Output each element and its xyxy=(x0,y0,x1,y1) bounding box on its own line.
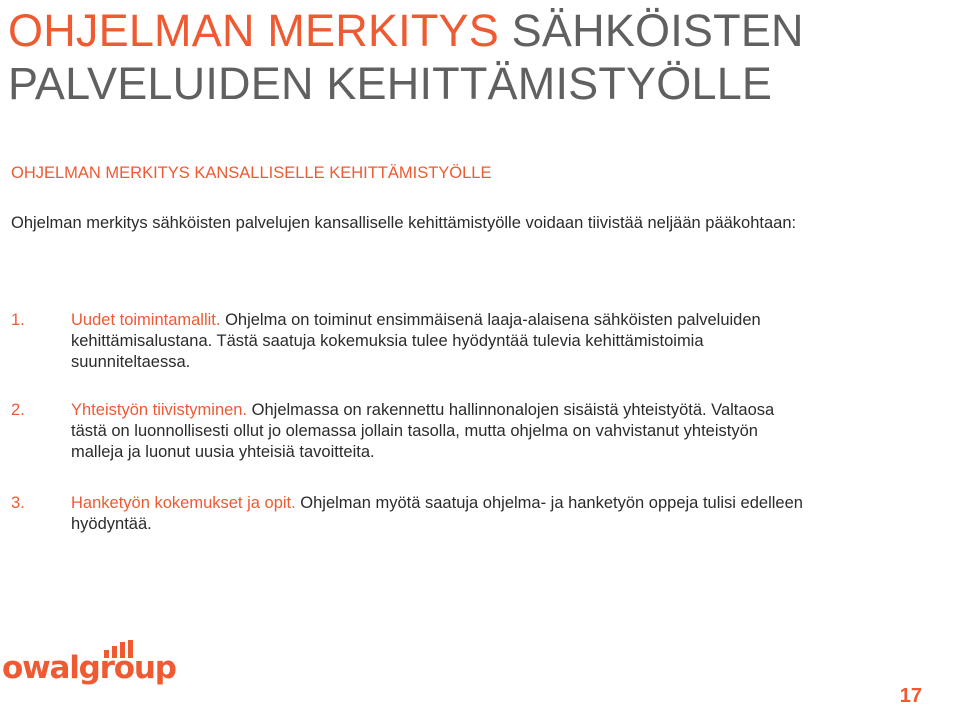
list-item-number: 1. xyxy=(11,311,25,329)
list-item-text: Ohjelman myötä saatuja ohjelma- ja hanketyön oppeja tulisi edelleen hyödyntää. xyxy=(71,494,803,533)
list-item-text: Ohjelma on toiminut ensimmäisenä laaja-alaisena sähköisten palveluiden kehittämisalustana. Tästä saatuja kokemuksia tulee hyödyntää tulevia kehittämistoimia suunniteltaessa. xyxy=(71,311,761,371)
list-item-number: 3. xyxy=(11,494,25,512)
list-item xyxy=(11,493,811,535)
slide-title-accent: OHJELMAN MERKITYS xyxy=(8,5,499,56)
slide-subtitle: OHJELMAN MERKITYS KANSALLISELLE KEHITTÄMISTYÖLLE xyxy=(11,164,492,182)
logo-wordmark: owalgroup xyxy=(2,650,176,686)
list-item-body xyxy=(71,493,811,535)
list-item xyxy=(11,310,811,373)
slide-title-rest: SÄHKÖISTEN PALVELUIDEN KEHITTÄMISTYÖLLE xyxy=(8,5,804,109)
company-logo xyxy=(0,640,180,696)
page-number: 17 xyxy=(899,685,922,707)
list-item xyxy=(11,400,811,463)
list-item-number: 2. xyxy=(11,401,25,419)
list-item-body xyxy=(71,310,811,373)
intro-paragraph: Ohjelman merkitys sähköisten palvelujen kansalliselle kehittämistyölle voidaan tiivistää neljään pääkohtaan: xyxy=(11,214,797,232)
list-item-text: Ohjelmassa on rakennettu hallinnonalojen sisäistä yhteistyötä. Valtaosa tästä on luonnollisesti ollut jo olemassa jollain tasolla, mutta ohjelma on vahvistanut yhteistyön malleja ja luonut uusia yhteisiä tavoitteita. xyxy=(71,401,775,461)
list-item-heading: Uudet toimintamallit. xyxy=(71,311,221,329)
slide-title xyxy=(8,4,948,110)
list-item-body xyxy=(71,400,811,463)
list-item-heading: Hanketyön kokemukset ja opit. xyxy=(71,494,296,512)
list-item-heading: Yhteistyön tiivistyminen. xyxy=(71,401,248,419)
